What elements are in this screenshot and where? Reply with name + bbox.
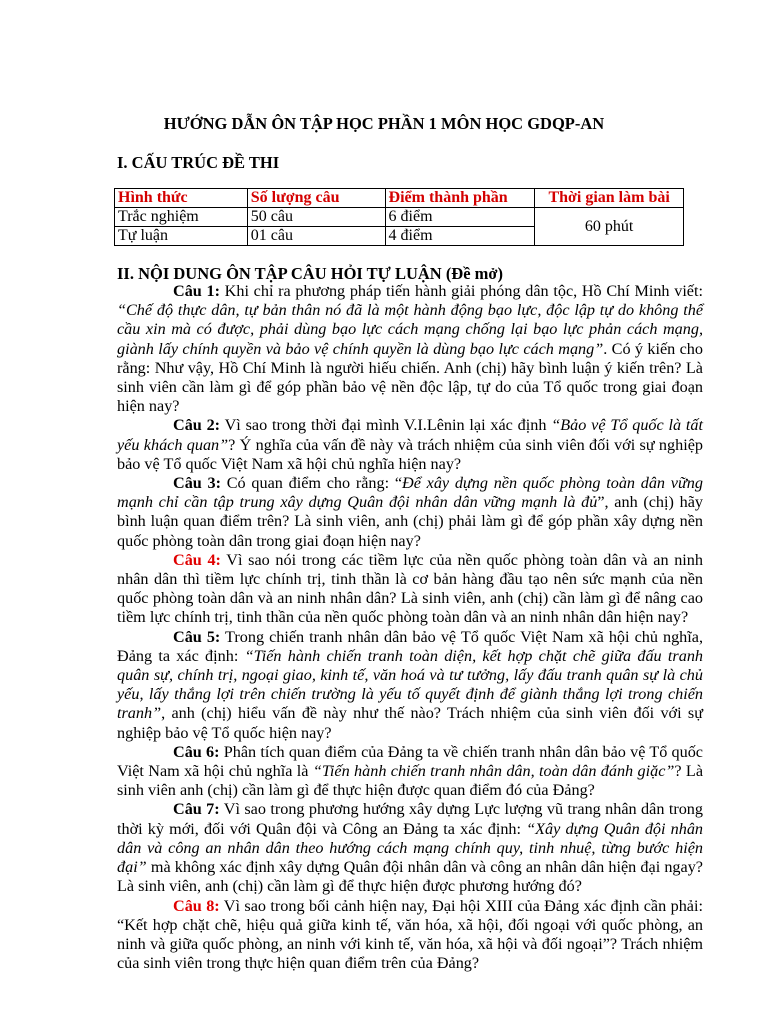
question-item (117, 282, 703, 416)
table-cell-type: Trắc nghiệm (115, 208, 248, 227)
question-text: mà không xác định xây dựng Quân đội nhân dân và công an nhân dân hiện đại ngay? Là sinh viên, anh (chị) cần làm gì để thực hiện được phương hướng đó? (117, 858, 703, 896)
table-cell-count: 50 câu (247, 208, 385, 227)
question-quote: Để xây dựng nền quốc phòng toàn dân vững mạnh chỉ cần tập trung xây dựng Quân đội nhân dân vững mạnh là đủ (117, 474, 703, 512)
question-text: Có quan điểm cho rằng: “ (221, 474, 403, 493)
table-header-row (115, 189, 684, 208)
question-text: Khi chỉ ra phương pháp tiến hành giải phóng dân tộc, Hồ Chí Minh viết: (219, 282, 703, 300)
question-item (117, 800, 703, 896)
question-text: Vì sao nói trong các tiềm lực của nền quốc phòng toàn dân và an ninh nhân dân thì tiềm lực chính trị, tinh thần là cơ bản hàng đầu tạo nên sức mạnh của nền quốc phòng toàn dân và an ninh nhân dân? Là sinh viên, anh (chị) cần làm gì để nâng cao tiềm lực chính trị, tinh thần của nền quốc phòng toàn dân và an ninh nhân dân hiện nay? (117, 550, 703, 627)
table-cell-count: 01 câu (247, 227, 385, 246)
question-text: ? Là sinh viên anh (chị) cần làm gì để thực hiện được quan điểm đó của Đảng? (117, 762, 703, 800)
question-text: ”, anh (chị) hãy bình luận quan điểm trên? Là sinh viên, anh (chị) phải làm gì để góp phần xây dựng nền quốc phòng toàn dân trong giai đoạn hiện nay? (117, 493, 703, 550)
question-text: . Có ý kiến cho rằng: Như vậy, Hồ Chí Minh là người hiếu chiến. Anh (chị) hãy bình luận ý kiến trên? Là sinh viên cần làm gì để góp phần bảo vệ nền độc lập, tự do của Tổ quốc trong giai đoạn hiện nay? (117, 339, 703, 416)
exam-structure-table (114, 188, 684, 246)
question-label: Câu 8: (173, 896, 220, 915)
question-text: Phân tích quan điểm của Đảng ta về chiến tranh nhân dân bảo vệ Tổ quốc Việt Nam xã hội chủ nghĩa là (117, 742, 703, 781)
document-title: HƯỚNG DẪN ÔN TẬP HỌC PHẦN 1 MÔN HỌC GDQP-AN (163, 114, 605, 133)
question-list (117, 282, 703, 973)
question-quote: “Xây dựng Quân đội nhân dân và công an nhân dân theo hướng cách mạng chính quy, tinh nhuệ, từng bước hiện đại” (117, 819, 704, 877)
table-header-cell: Điểm thành phần (385, 189, 535, 208)
question-item (117, 897, 703, 974)
question-quote: “Tiến hành chiến tranh nhân dân, toàn dân đánh giặc” (312, 762, 675, 781)
question-quote: “Chế độ thực dân, tự bản thân nó đã là một hành động bạo lực, độc lập tự do không thể cầu xin mà có được, phải dùng bạo lực cách mạng chống lại bạo lực phản cách mạng, giành lấy chính quyền và bảo vệ chính quyền là dùng bạo lực cách mạng” (117, 301, 703, 358)
question-label: Câu 1: (173, 282, 220, 300)
question-text: Trong chiến tranh nhân dân bảo vệ Tổ quốc Việt Nam xã hội chủ nghĩa, Đảng ta xác định: (117, 627, 703, 665)
question-text: , anh (chị) hiểu vấn đề này như thế nào? Trách nhiệm của sinh viên đối với sự nghiệp bảo vệ Tổ quốc hiện nay? (117, 704, 703, 742)
question-item (117, 743, 703, 801)
question-item (117, 474, 703, 551)
table-header-cell: Hình thức (115, 189, 248, 208)
section-heading-exam-structure: I. CẤU TRÚC ĐỀ THI (117, 153, 280, 172)
section-heading-essay-questions: II. NỘI DUNG ÔN TẬP CÂU HỎI TỰ LUẬN (Đề mở) (117, 264, 504, 283)
table-cell-type: Tự luận (115, 227, 248, 246)
table-cell-score: 6 điểm (385, 208, 535, 227)
table-header-cell: Số lượng câu (247, 189, 385, 208)
question-text: Vì sao trong bối cảnh hiện nay, Đại hội XIII của Đảng xác định cần phải: “Kết hợp chặt chẽ, hiệu quả giữa kinh tế, văn hóa, xã hội, đối ngoại với quốc phòng, an ninh và giữa quốc phòng, an ninh với kinh tế, văn hóa, xã hội và đối ngoại”? Trách nhiệm của sinh viên trong thực hiện quan điểm trên của Đảng? (117, 896, 703, 973)
question-item (117, 416, 703, 474)
question-label: Câu 5: (173, 627, 221, 646)
question-text: Vì sao trong phương hướng xây dựng Lực lượng vũ trang nhân dân trong thời kỳ mới, đối với Quân đội và Công an Đảng ta xác định: (117, 800, 703, 838)
question-label: Câu 2: (173, 416, 221, 435)
table-cell-score: 4 điểm (385, 227, 535, 246)
question-quote: “Bảo vệ Tổ quốc là tất yếu khách quan” (117, 416, 703, 454)
question-quote: “Tiến hành chiến tranh toàn diện, kết hợp chặt chẽ giữa đấu tranh quân sự, chính trị, ngoại giao, kinh tế, văn hoá và tư tưởng, lấy đấu tranh quân sự là chủ yếu, lấy thắng lợi trên chiến trường là yếu tố quyết định để giành thắng lợi trong chiến tranh” (117, 646, 704, 723)
table-header-cell: Thời gian làm bài (535, 189, 684, 208)
question-label: Câu 3: (173, 474, 222, 493)
question-text: ? Ý nghĩa của vấn đề này và trách nhiệm của sinh viên đối với sự nghiệp bảo vệ Tổ quốc Việt Nam xã hội chủ nghĩa hiện nay? (117, 435, 703, 473)
table-row (115, 208, 684, 227)
table-cell-time: 60 phút (535, 208, 684, 246)
question-label: Câu 7: (173, 800, 220, 819)
question-label: Câu 6: (173, 742, 220, 761)
question-item (117, 551, 703, 628)
question-text: Vì sao trong thời đại mình V.I.Lênin lại xác định (220, 416, 552, 435)
question-item (117, 628, 703, 743)
question-label: Câu 4: (173, 550, 221, 569)
